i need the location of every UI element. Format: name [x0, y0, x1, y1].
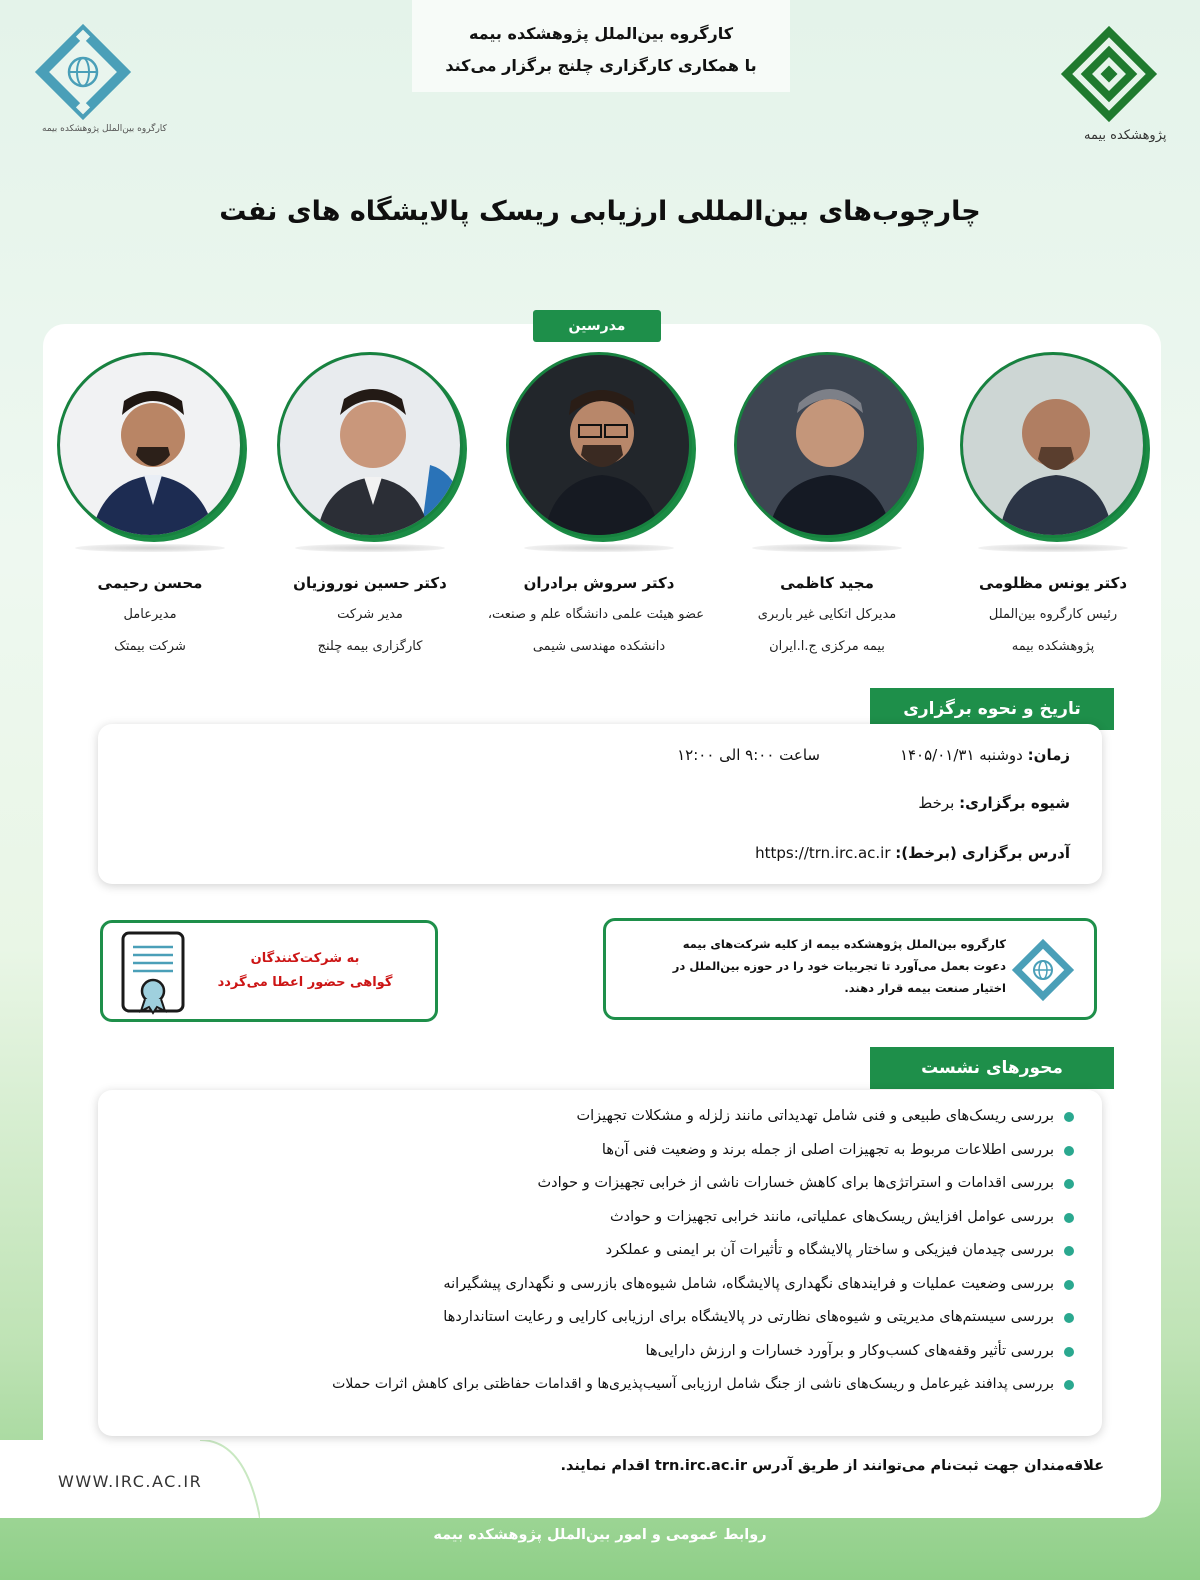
speaker-role: مدیرعامل: [123, 607, 177, 622]
topics-box: [98, 1090, 1102, 1436]
list-item: بررسی سیستم‌های مدیریتی و شیوه‌های نظارتی در پالایشگاه برای ارزیابی کارایی و رعایت استانداردها: [106, 1301, 1076, 1335]
header-box: [412, 0, 790, 92]
speaker-name: محسن رحیمی: [97, 574, 203, 592]
schedule-method-row: [918, 794, 1070, 812]
speaker-name: دکتر یونس مظلومی: [978, 574, 1128, 592]
list-item: بررسی پدافند غیرعامل و ریسک‌های ناشی از جنگ شامل ارزیابی آسیب‌پذیری‌ها و اقدامات حفاظتی برای کاهش اثرات حملات: [106, 1368, 1076, 1402]
speaker-org: شرکت بیمتک: [114, 639, 186, 654]
speaker-card: [487, 352, 704, 656]
time-hours: ساعت ۹:۰۰ الی ۱۲:۰۰: [677, 746, 820, 764]
speaker-role: مدیر شرکت: [337, 607, 403, 622]
speaker-org: کارگزاری بیمه چلنج: [317, 639, 423, 654]
instructors-label: مدرسین: [533, 310, 661, 342]
speaker-photo: [277, 352, 463, 538]
insurance-research-logo: [1054, 26, 1167, 150]
topics-list: [106, 1100, 1076, 1402]
speaker-name: دکتر حسین نوروزیان: [293, 574, 447, 592]
certificate-icon: [119, 931, 187, 1015]
header-line-2: با همکاری کارگزاری چلنج برگزار می‌کند: [445, 56, 757, 75]
schedule-address-row: [755, 844, 1070, 862]
schedule-box: [98, 724, 1102, 884]
address-link[interactable]: https://trn.irc.ac.ir: [755, 844, 891, 862]
schedule-time-row: [900, 746, 1070, 764]
topics-section-label: محورهای نشست: [870, 1047, 1114, 1089]
speaker-org: پژوهشکده بیمه: [1011, 639, 1095, 654]
speaker-org: دانشکده مهندسی شیمی: [532, 639, 666, 654]
speaker-photo: [734, 352, 920, 538]
list-item: بررسی چیدمان فیزیکی و ساختار پالایشگاه و تأثیرات آن بر ایمنی و عملکرد: [106, 1234, 1076, 1268]
globe-diamond-logo-icon: [1008, 935, 1078, 1005]
list-item: بررسی وضعیت عملیات و فرایندهای نگهداری پالایشگاه، شامل شیوه‌های بازرسی و نگهداری پیشگیرانه: [106, 1268, 1076, 1302]
speaker-card: [948, 352, 1158, 656]
invite-line-2: دعوت بعمل می‌آورد تا تجربیات خود را در حوزه بین‌الملل در: [672, 959, 1006, 973]
speaker-name: دکتر سروش برادران: [523, 574, 675, 592]
schedule-section-label: تاریخ و نحوه برگزاری: [870, 688, 1114, 730]
website-link[interactable]: WWW.IRC.AC.IR: [58, 1472, 203, 1491]
right-logo-caption: پژوهشکده بیمه: [1084, 128, 1167, 143]
speaker-name: مجید کاظمی: [780, 574, 874, 592]
certificate-line-2: گواهی حضور اعطا می‌گردد: [217, 975, 393, 990]
left-logo-caption: کارگروه بین‌الملل پژوهشکده بیمه: [42, 124, 167, 134]
list-item: بررسی تأثیر وقفه‌های کسب‌وکار و برآورد خسارات و ارزش دارایی‌ها: [106, 1335, 1076, 1369]
method-label: شیوه برگزاری:: [959, 794, 1070, 812]
speaker-card: [265, 352, 475, 656]
address-label: آدرس برگزاری (برخط):: [895, 844, 1070, 862]
certificate-line-1: به شرکت‌کنندگان: [250, 951, 360, 966]
globe-diamond-logo-icon: [28, 24, 138, 120]
footer-text: روابط عمومی و امور بین‌الملل پژوهشکده بیمه: [433, 1527, 767, 1543]
diamond-pattern-logo-icon: [1054, 26, 1164, 126]
invite-line-1: کارگروه بین‌الملل پژوهشکده بیمه از کلیه شرکت‌های بیمه: [682, 937, 1006, 951]
speaker-card: [722, 352, 932, 656]
time-date: دوشنبه ۱۴۰۵/۰۱/۳۱: [899, 746, 1023, 764]
international-group-logo: [28, 24, 167, 134]
page-title: چارچوب‌های بین‌المللی ارزیابی ریسک پالایشگاه های نفت: [219, 196, 981, 227]
speaker-org: بیمه مرکزی ج.ا.ایران: [769, 639, 885, 654]
speaker-photo: [57, 352, 243, 538]
speaker-role: رئیس کارگروه بین‌الملل: [988, 607, 1118, 622]
speaker-card: [45, 352, 255, 656]
speaker-photo: [960, 352, 1146, 538]
registration-note: علاقه‌مندان جهت ثبت‌نام می‌توانند از طریق آدرس trn.irc.ac.ir اقدام نمایند.: [560, 1458, 1104, 1474]
list-item: بررسی عوامل افزایش ریسک‌های عملیاتی، مانند خرابی تجهیزات و حوادث: [106, 1201, 1076, 1235]
header-line-1: کارگروه بین‌الملل پژوهشکده بیمه: [468, 24, 734, 43]
speaker-role: مدیرکل اتکایی غیر باربری: [757, 607, 897, 622]
speaker-role: عضو هیئت علمی دانشگاه علم و صنعت،: [487, 607, 704, 622]
list-item: بررسی ریسک‌های طبیعی و فنی شامل تهدیداتی مانند زلزله و مشکلات تجهیزات: [106, 1100, 1076, 1134]
list-item: بررسی اقدامات و استراتژی‌ها برای کاهش خسارات ناشی از خرابی تجهیزات و حوادث: [106, 1167, 1076, 1201]
certificate-box: [100, 920, 438, 1022]
time-label: زمان:: [1027, 746, 1070, 764]
list-item: بررسی اطلاعات مربوط به تجهیزات اصلی از جمله برند و وضعیت فنی آن‌ها: [106, 1134, 1076, 1168]
method-value: برخط: [918, 794, 955, 812]
invite-line-3: اختیار صنعت بیمه قرار دهند.: [844, 981, 1006, 995]
invitation-box: [603, 918, 1097, 1020]
speaker-photo: [506, 352, 692, 538]
